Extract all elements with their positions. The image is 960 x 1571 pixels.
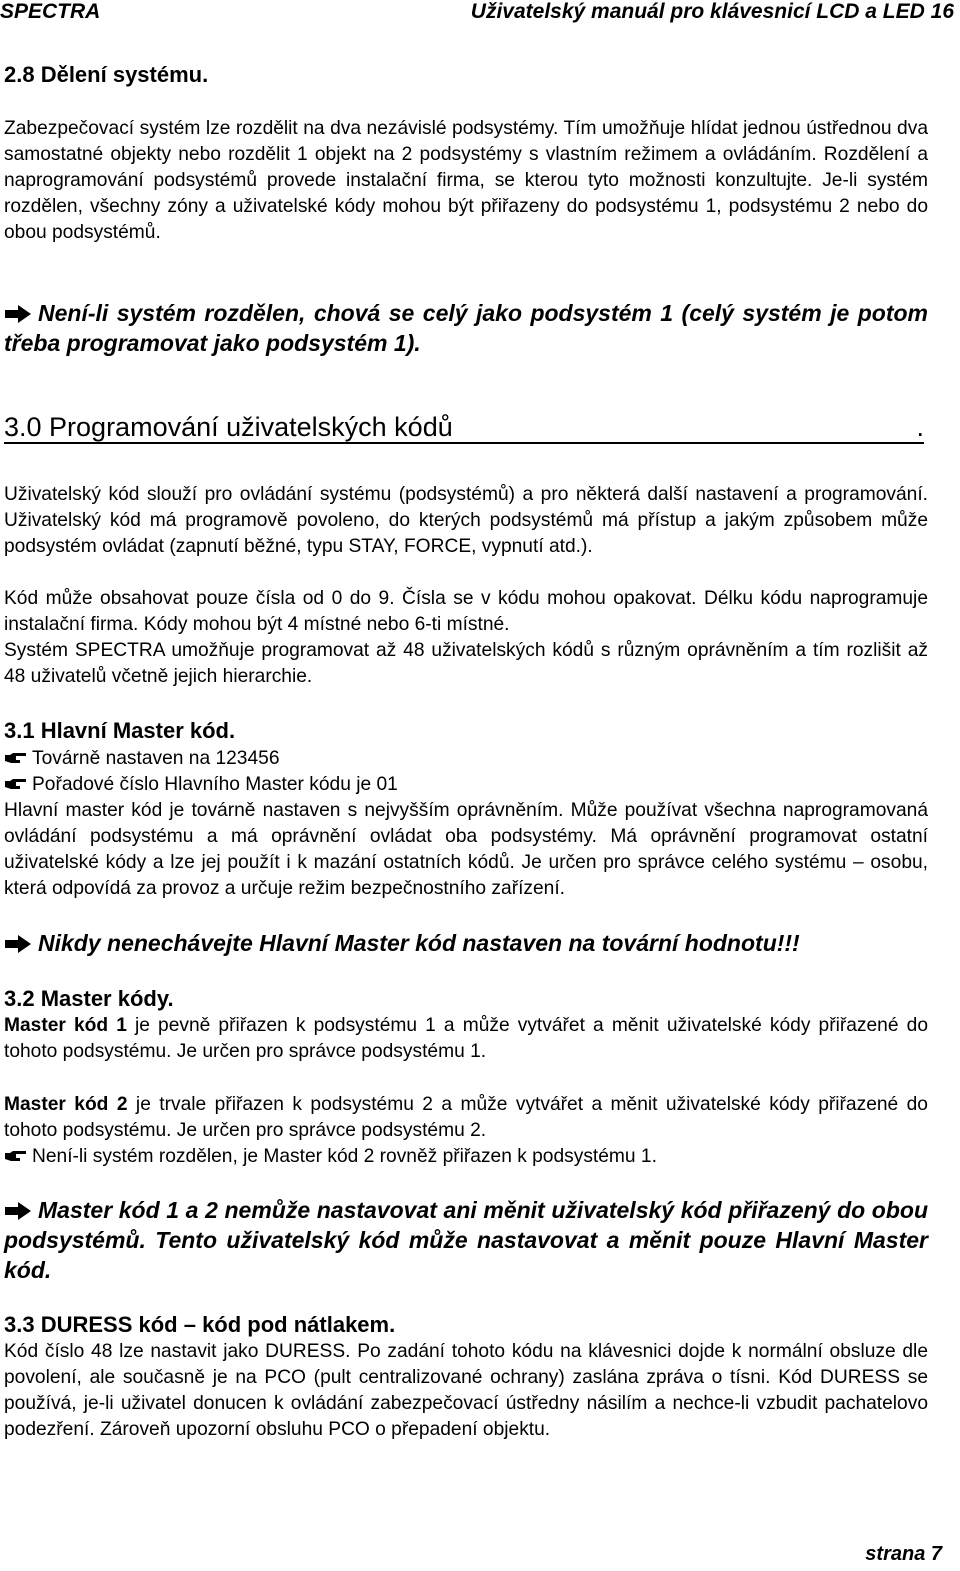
bullet-text: Není-li systém rozdělen, je Master kód 2 rovněž přiřazen k podsystému 1. bbox=[32, 1146, 657, 1167]
note-text: Master kód 1 a 2 nemůže nastavovat ani měnit uživatelský kód přiřazený do obou podsystémů. Tento uživatelský kód může nastavovat a měnit pouze Hlavní Master kód. bbox=[4, 1197, 928, 1283]
header-manual-title: Uživatelský manuál pro klávesnicí LCD a LED 16 bbox=[470, 0, 954, 23]
pointing-hand-icon bbox=[4, 777, 28, 791]
bullet-item bbox=[4, 746, 280, 772]
page-header bbox=[0, 0, 956, 26]
bullet-text: Pořadové číslo Hlavního Master kódu je 01 bbox=[32, 774, 398, 795]
section-3-3-heading: 3.3 DURESS kód – kód pod nátlakem. bbox=[4, 1312, 396, 1337]
section-2-8-heading: 2.8 Dělení systému. bbox=[4, 62, 209, 87]
note-text: Nikdy nenechávejte Hlavní Master kód nastaven na tovární hodnotu!!! bbox=[38, 930, 800, 956]
section-3-2-heading: 3.2 Master kódy. bbox=[4, 986, 174, 1011]
master-code-2-paragraph bbox=[4, 1092, 928, 1144]
pointing-hand-icon bbox=[4, 1149, 28, 1163]
pointing-hand-icon bbox=[4, 751, 28, 765]
section-3-0-paragraph-2: Kód může obsahovat pouze čísla od 0 do 9. Čísla se v kódu mohou opakovat. Délku kódu naprogramuje instalační firma. Kódy mohou být 4 místné nebo 6-ti místné. bbox=[4, 588, 928, 635]
bullet-text: Továrně nastaven na 123456 bbox=[32, 748, 280, 769]
section-3-0-paragraph-1: Uživatelský kód slouží pro ovládání systému (podsystémů) a pro některá další nastavení a programování. Uživatelský kód má programově povoleno, do kterých podsystémů má přístup a jakým způsobem může podsystém ovládat (zapnutí běžné, typu STAY, FORCE, vypnutí atd.). bbox=[4, 484, 928, 557]
section-3-1-note bbox=[4, 928, 928, 958]
arrow-right-icon bbox=[4, 1201, 32, 1221]
section-3-0-heading bbox=[4, 412, 924, 444]
master-code-1-paragraph bbox=[4, 1013, 928, 1065]
section-3-1-paragraph: Hlavní master kód je továrně nastaven s nejvyšším oprávněním. Může používat všechna naprogramovaná ovládání podsystému a má oprávnění ovládat oba podsystémy. Má oprávnění programovat ostatní uživatelské kódy a lze jej použít i k mazání ostatních kódů. Je určen pro správce celého systému – osobu, která odpovídá za provoz a určuje režim bezpečnostního zařízení. bbox=[4, 800, 928, 899]
section-3-3-paragraph: Kód číslo 48 lze nastavit jako DURESS. Po zadání tohoto kódu na klávesnici dojde k normální obsluze dle povolení, ale současně je na PCO (pult centralizované ochrany) zaslána zpráva o tísni. Kód DURESS se používá, je-li uživatel donucen k ovládání zabezpečovací ústředny násilím a nechce-li vzbudit pachatelovo podezření. Zároveň upozorní obsluhu PCO o přepadení objektu. bbox=[4, 1341, 928, 1440]
master-code-2-label: Master kód 2 bbox=[4, 1094, 128, 1115]
master-code-1-label: Master kód 1 bbox=[4, 1015, 127, 1036]
bullet-item bbox=[4, 772, 398, 798]
bullet-item bbox=[4, 1144, 657, 1170]
section-2-8-paragraph: Zabezpečovací systém lze rozdělit na dva nezávislé podsystémy. Tím umožňuje hlídat jednou ústřednou dva samostatné objekty nebo rozdělit 1 objekt na 2 podsystémy s vlastním režimem a ovládáním. Rozdělení a naprogramování podsystémů provede instalační firma, se kterou tyto možnosti konzultujte. Je-li systém rozdělen, všechny zóny a uživatelské kódy mohou být přiřazeny do podsystému 1, podsystému 2 nebo do obou podsystémů. bbox=[4, 118, 928, 243]
master-code-1-text: je pevně přiřazen k podsystému 1 a může vytvářet a měnit uživatelské kódy přiřazené do tohoto podsystému. Je určen pro správce podsystému 1. bbox=[4, 1015, 928, 1062]
page-number: strana 7 bbox=[865, 1543, 942, 1565]
arrow-right-icon bbox=[4, 934, 32, 954]
master-code-2-text: je trvale přiřazen k podsystému 2 a může vytvářet a měnit uživatelské kódy přiřazené do tohoto podsystému. Je určen pro správce podsystému 2. bbox=[4, 1094, 928, 1141]
heading-dot: . bbox=[916, 412, 924, 442]
header-product: SPECTRA bbox=[0, 0, 101, 23]
section-2-8-note bbox=[4, 298, 928, 358]
section-3-0-paragraph-3: Systém SPECTRA umožňuje programovat až 48 uživatelských kódů s různým oprávněním a tím rozlišit až 48 uživatelů včetně jejich hierarchie. bbox=[4, 640, 928, 687]
note-text: Není-li systém rozdělen, chová se celý jako podsystém 1 (celý systém je potom třeba programovat jako podsystém 1). bbox=[4, 300, 928, 356]
arrow-right-icon bbox=[4, 304, 32, 324]
heading-text: 3.0 Programování uživatelských kódů bbox=[4, 412, 453, 442]
section-3-2-note bbox=[4, 1195, 928, 1285]
section-3-1-heading: 3.1 Hlavní Master kód. bbox=[4, 718, 236, 743]
